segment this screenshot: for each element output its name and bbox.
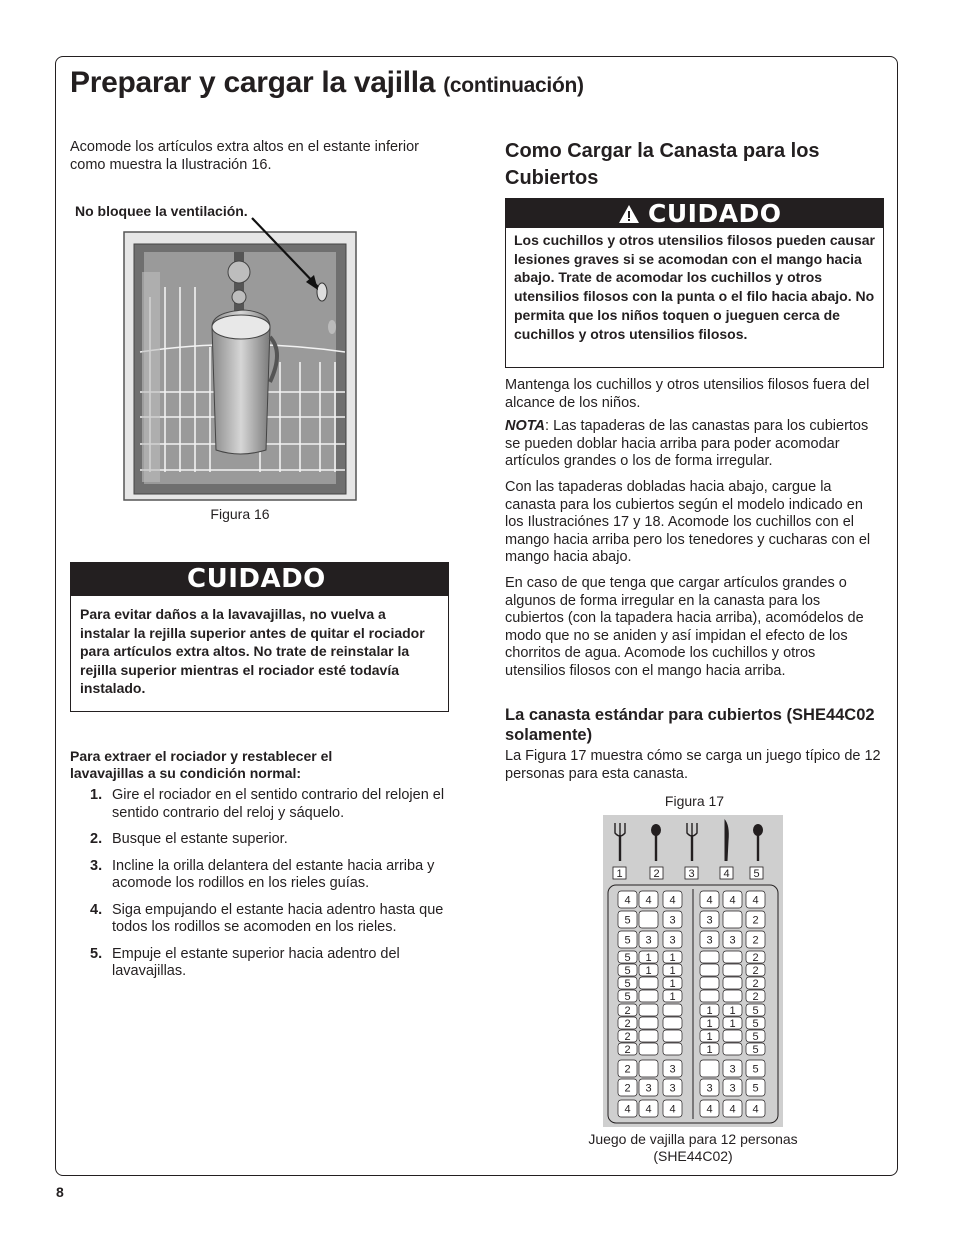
basket-cell-number: 5 xyxy=(624,934,631,947)
basket-cell-number: 4 xyxy=(706,1103,713,1116)
basket-cell-number: 3 xyxy=(645,934,652,947)
basket-cell-number: 2 xyxy=(624,1063,631,1076)
basket-cell xyxy=(639,1004,658,1016)
step-item: 5. Empuje el estante superior hacia adentro del lavavajillas. xyxy=(90,945,400,979)
vent-label: No bloquee la ventilación. xyxy=(75,203,248,219)
basket-cell-number: 4 xyxy=(669,894,676,907)
basket-cell-number: 2 xyxy=(752,952,759,964)
legend-number: 2 xyxy=(653,868,660,880)
caution-text: Los cuchillos y otros utensilios filosos pueden causar lesiones graves si se acomodan con el mango hacia abajo. Trate de acomodar los cuchillos y otros utensilios filosos con la punta o el filo hacia abajo. No permita que los niños toquen o jueguen cerca de cuchillos y otros utensilios filosos. xyxy=(514,232,875,342)
basket-cell xyxy=(663,1004,682,1016)
basket-cell xyxy=(723,977,742,989)
basket-cell-number: 1 xyxy=(645,965,652,977)
basket-cell xyxy=(723,951,742,963)
note-label: NOTA xyxy=(505,418,546,434)
basket-cell-number: 3 xyxy=(729,934,736,947)
caution-heading: CUIDADO xyxy=(648,199,782,228)
basket-cell xyxy=(639,977,658,989)
basket-cell-number: 3 xyxy=(669,914,676,927)
basket-cell xyxy=(723,911,742,928)
basket-cell xyxy=(700,990,719,1002)
step-item: 4. Siga empujando el estante hacia adentro hasta que todos los rodillos se acomoden en los rieles. xyxy=(90,901,444,935)
basket-cell-number: 5 xyxy=(752,1044,759,1056)
dishwasher-illustration xyxy=(120,212,360,502)
basket-cell-number: 4 xyxy=(624,894,631,907)
basket-cell xyxy=(639,1030,658,1042)
step-item: 3. Incline la orilla delantera del estante hacia arriba y acomode los rodillos en los rieles guías. xyxy=(90,857,435,891)
basket-cell xyxy=(700,964,719,976)
basket-cell-number: 5 xyxy=(624,991,631,1003)
silverware-basket-diagram xyxy=(603,815,783,1127)
basket-cell-number: 3 xyxy=(706,1082,713,1095)
basket-cell-number: 2 xyxy=(624,1082,631,1095)
basket-cell-number: 5 xyxy=(752,1018,759,1030)
basket-cell-number: 1 xyxy=(729,1005,736,1017)
legend-number: 5 xyxy=(753,868,760,880)
basket-cell-number: 4 xyxy=(645,1103,652,1116)
section-heading: Como Cargar la Canasta para los Cubiertos xyxy=(505,140,820,189)
basket-cell-number: 3 xyxy=(669,934,676,947)
basket-cell-number: 4 xyxy=(729,894,736,907)
subheading-basket: La canasta estándar para cubiertos (SHE44C02 solamente) xyxy=(505,706,875,744)
basket-cell-number: 1 xyxy=(729,1018,736,1030)
basket-cell-number: 5 xyxy=(624,952,631,964)
caution-box-knives xyxy=(505,198,884,368)
basket-cell-number: 3 xyxy=(645,1082,652,1095)
basket-cell-number: 4 xyxy=(729,1103,736,1116)
paragraph-keep-away: Mantenga los cuchillos y otros utensilios filosos fuera del alcance de los niños. xyxy=(505,377,870,411)
basket-cell xyxy=(639,1017,658,1029)
basket-cell-number: 5 xyxy=(624,914,631,927)
basket-cell xyxy=(663,1030,682,1042)
basket-cell-number: 4 xyxy=(752,894,759,907)
basket-cell-number: 1 xyxy=(706,1005,713,1017)
intro-text: Acomode los artículos extra altos en el estante inferior como muestra la Ilustración 16. xyxy=(70,139,419,173)
basket-cell-number: 2 xyxy=(752,991,759,1003)
basket-cell xyxy=(700,1060,719,1077)
paragraph-large-items: En caso de que tenga que cargar artículos grandes o algunos de forma irregular en la canasta para los cubiertos (con la tapadera hacia arriba), acomódelos de modo que no se aniden y así impidan el efecto de los chorritos de agua. Acomode los cuchillos y otros utensilios filosos con el mango hacia arriba. xyxy=(505,575,864,679)
basket-cell-number: 1 xyxy=(706,1044,713,1056)
basket-cell-number: 3 xyxy=(729,1063,736,1076)
page-title: Preparar y cargar la vajilla (continuación) xyxy=(70,66,584,99)
basket-cell xyxy=(663,1043,682,1055)
steps-intro: Para extraer el rociador y restablecer el lavavajillas a su condición normal: xyxy=(70,748,333,781)
basket-cell-number: 3 xyxy=(706,934,713,947)
basket-cell-number: 2 xyxy=(752,965,759,977)
basket-cell-number: 2 xyxy=(624,1031,631,1043)
basket-cell-number: 2 xyxy=(624,1005,631,1017)
basket-cell xyxy=(663,1017,682,1029)
caution-text: Para evitar daños a la lavavajillas, no vuelva a instalar la rejilla superior antes de quitar el rociador para artículos extra altos. No trate de reinstalar la rejilla superior mientras el rociador esté todavía instalado. xyxy=(80,606,425,697)
caution-box-rociador xyxy=(70,562,449,712)
basket-cell xyxy=(723,1043,742,1055)
basket-cell-number: 5 xyxy=(752,1005,759,1017)
basket-cell-number: 1 xyxy=(645,952,652,964)
basket-cell xyxy=(639,990,658,1002)
note-paragraph: NOTA: Las tapaderas de las canastas para los cubiertos se pueden doblar hacia arriba para poder acomodar artículos grandes o los de forma irregular. xyxy=(505,418,869,469)
legend-number: 1 xyxy=(616,868,623,880)
figure17-caption: Figura 17 xyxy=(664,793,725,809)
basket-cell-number: 5 xyxy=(752,1031,759,1043)
basket-cell xyxy=(700,977,719,989)
basket-cell-number: 2 xyxy=(752,914,759,927)
warning-triangle-icon xyxy=(618,204,640,224)
figure17-footer: Juego de vajilla para 12 personas (SHE44C02) xyxy=(588,1131,798,1164)
basket-cell xyxy=(639,1043,658,1055)
basket-cell-number: 3 xyxy=(669,1063,676,1076)
basket-cell-number: 2 xyxy=(624,1018,631,1030)
basket-cell-number: 5 xyxy=(752,1082,759,1095)
basket-cell-number: 3 xyxy=(706,914,713,927)
basket-cell-number: 5 xyxy=(624,965,631,977)
basket-cell-number: 4 xyxy=(645,894,652,907)
basket-cell-number: 5 xyxy=(752,1063,759,1076)
basket-cell xyxy=(723,964,742,976)
basket-cell-number: 1 xyxy=(669,978,676,990)
basket-cell-number: 2 xyxy=(752,934,759,947)
basket-cell xyxy=(700,951,719,963)
step-item: 2. Busque el estante superior. xyxy=(90,831,288,847)
steps-list xyxy=(90,787,452,990)
basket-cell xyxy=(723,990,742,1002)
basket-cell-number: 2 xyxy=(752,978,759,990)
page-number: 8 xyxy=(56,1184,64,1200)
basket-cell-number: 2 xyxy=(624,1044,631,1056)
caution-heading: CUIDADO xyxy=(71,563,448,596)
basket-cell-number: 1 xyxy=(706,1018,713,1030)
basket-cell-number: 4 xyxy=(706,894,713,907)
step-item: 1. Gire el rociador en el sentido contrario del relojen el sentido contrario del reloj y sáquelo. xyxy=(90,787,445,821)
paragraph-loading: Con las tapaderas dobladas hacia abajo, cargue la canasta para los cubiertos según el modelo indicado en los Ilustraciónes 17 y 18. Acomode los cuchillos con el mango hacia arriba pero los tenedores y cucharas con el mango hacia abajo. xyxy=(505,479,871,565)
legend-number: 4 xyxy=(723,868,730,880)
basket-cell-number: 5 xyxy=(624,978,631,990)
basket-cell-number: 4 xyxy=(624,1103,631,1116)
basket-cell-number: 3 xyxy=(729,1082,736,1095)
basket-cell-number: 1 xyxy=(669,965,676,977)
basket-cell xyxy=(639,1060,658,1077)
basket-cell-number: 1 xyxy=(669,991,676,1003)
basket-cell-number: 4 xyxy=(752,1103,759,1116)
basket-cell-number: 1 xyxy=(669,952,676,964)
basket-cell-number: 1 xyxy=(706,1031,713,1043)
basket-cell-number: 3 xyxy=(669,1082,676,1095)
legend-number: 3 xyxy=(688,868,695,880)
paragraph-figure17-intro: La Figura 17 muestra cómo se carga un juego típico de 12 personas para esta canasta. xyxy=(505,748,881,782)
basket-cell-number: 4 xyxy=(669,1103,676,1116)
basket-cell xyxy=(639,911,658,928)
figure16-caption: Figura 16 xyxy=(210,506,270,522)
basket-cell xyxy=(723,1030,742,1042)
